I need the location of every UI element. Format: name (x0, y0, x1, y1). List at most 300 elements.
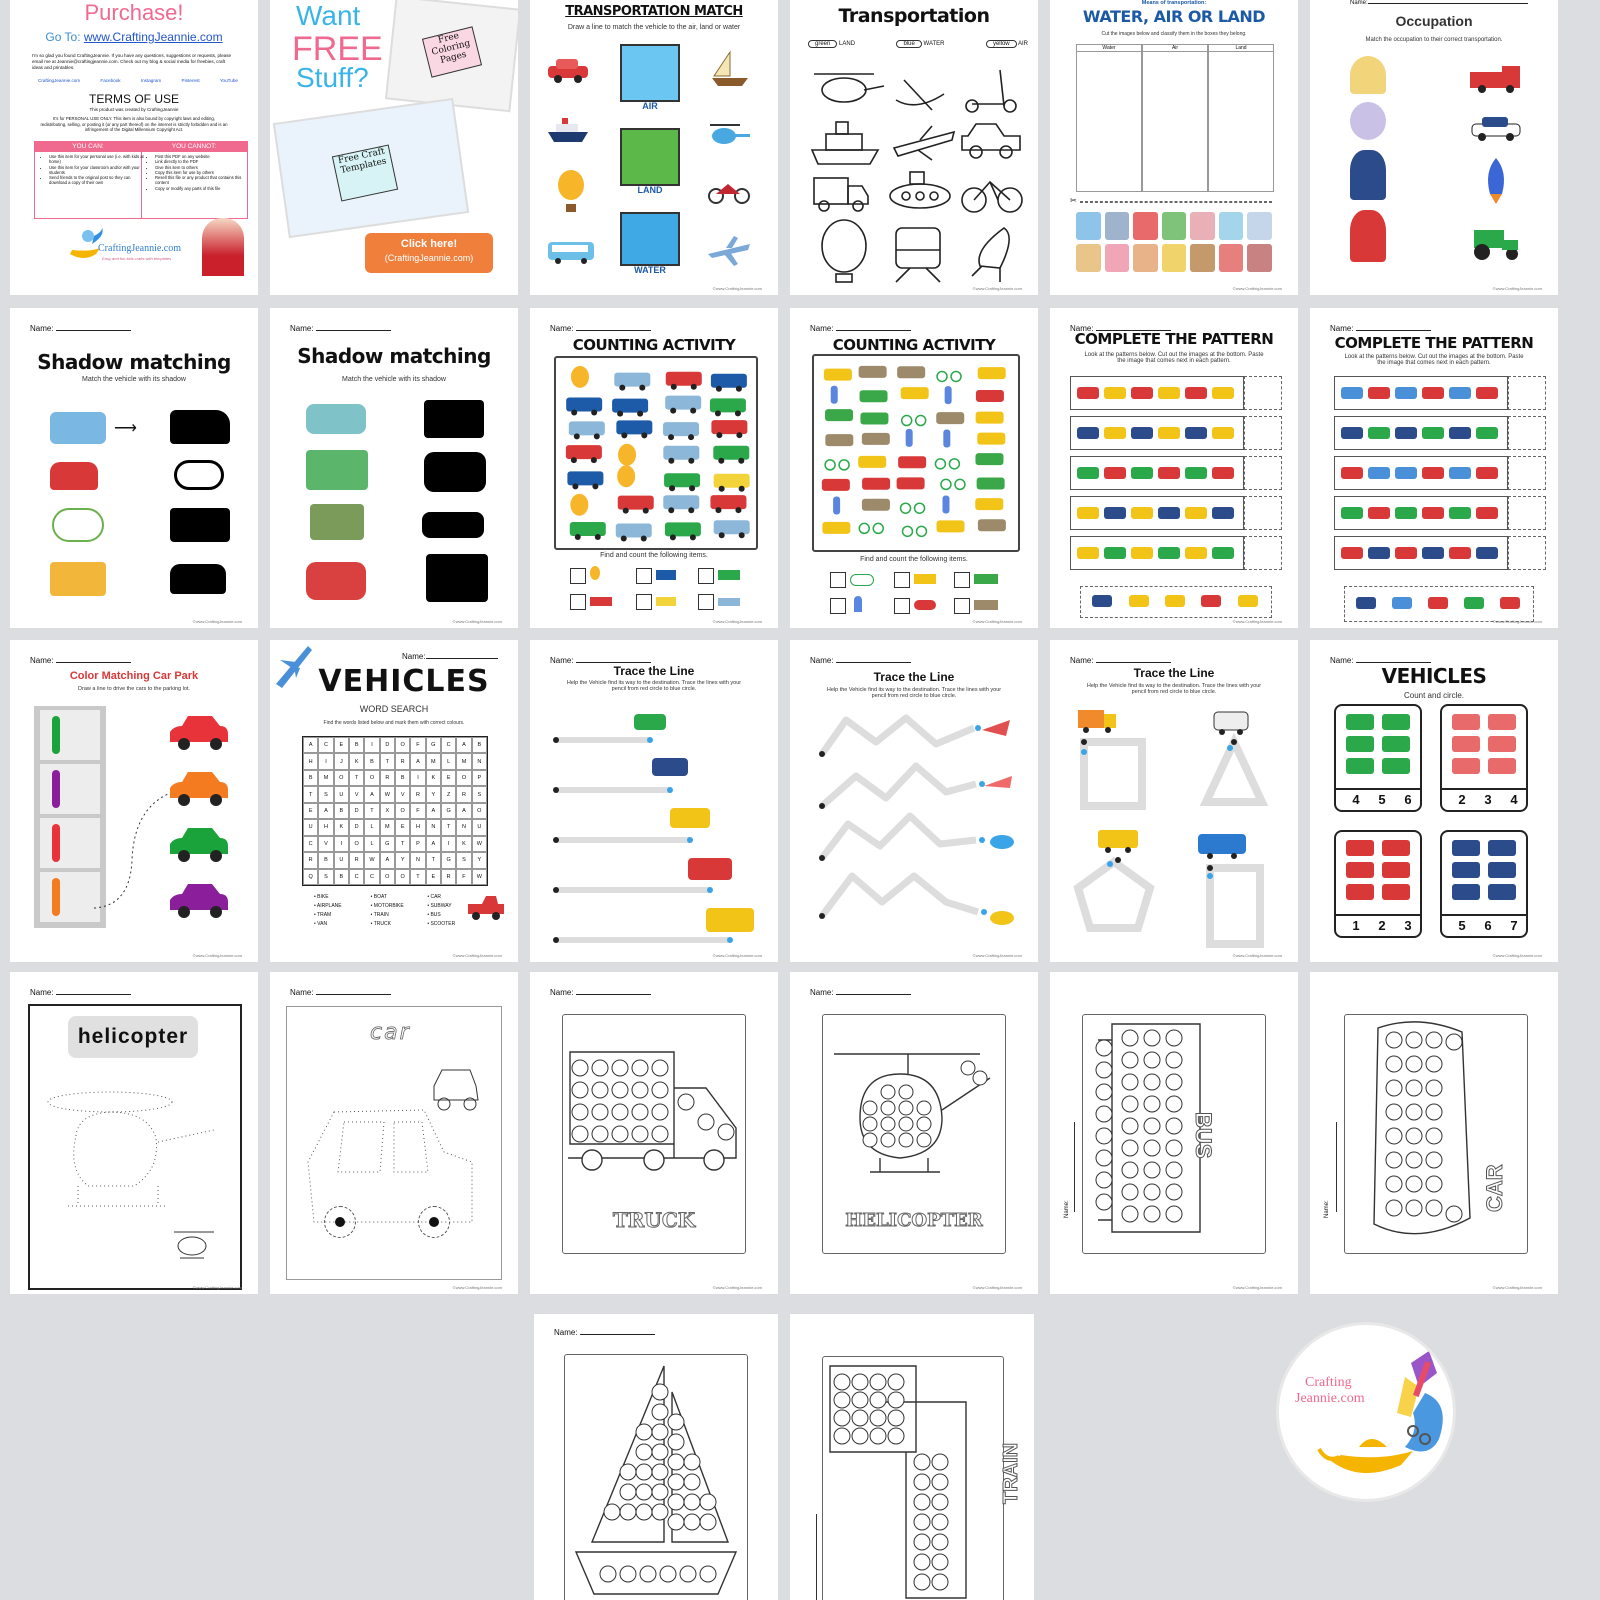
dot-marker-circle[interactable] (652, 1504, 668, 1520)
dot-marker-circle[interactable] (914, 1554, 930, 1570)
dot-marker-circle[interactable] (612, 1104, 628, 1120)
count-box[interactable] (954, 572, 970, 588)
cutout-item[interactable] (1464, 597, 1484, 609)
dot-marker-circle[interactable] (652, 1060, 668, 1076)
letter-cell[interactable]: T (441, 819, 456, 835)
letter-cell[interactable]: N (456, 819, 471, 835)
answer-box[interactable] (1508, 376, 1546, 410)
dot-marker-circle[interactable] (888, 1392, 904, 1408)
dot-marker-circle[interactable] (1386, 1152, 1402, 1168)
dot-marker-circle[interactable] (852, 1392, 868, 1408)
letter-cell[interactable]: L (364, 819, 379, 835)
answer-box[interactable] (1244, 536, 1282, 570)
dot-marker-circle[interactable] (1406, 1152, 1422, 1168)
dot-marker-circle[interactable] (932, 1454, 948, 1470)
count-option[interactable]: 4 (1510, 792, 1518, 807)
dot-marker-circle[interactable] (1144, 1118, 1160, 1134)
dot-marker-circle[interactable] (632, 1104, 648, 1120)
letter-cell[interactable]: A (426, 803, 441, 819)
letter-cell[interactable]: C (303, 836, 318, 852)
letter-cell[interactable]: G (441, 803, 456, 819)
dot-marker-circle[interactable] (863, 1117, 877, 1131)
count-box[interactable] (698, 594, 714, 610)
letter-cell[interactable]: B (472, 737, 487, 753)
dot-marker-circle[interactable] (1096, 1106, 1112, 1122)
count-option[interactable]: 5 (1378, 792, 1386, 807)
dot-marker-circle[interactable] (612, 1060, 628, 1076)
dot-marker-circle[interactable] (888, 1428, 904, 1444)
count-option[interactable]: 3 (1404, 918, 1412, 933)
letter-cell[interactable]: T (364, 803, 379, 819)
letter-cell[interactable]: O (349, 836, 364, 852)
dot-marker-circle[interactable] (881, 1085, 895, 1099)
dot-marker-circle[interactable] (1096, 1128, 1112, 1144)
dot-marker-circle[interactable] (652, 1484, 668, 1500)
dot-marker-circle[interactable] (604, 1504, 620, 1520)
dot-marker-circle[interactable] (870, 1410, 886, 1426)
dot-marker-circle[interactable] (1144, 1140, 1160, 1156)
dot-marker-circle[interactable] (572, 1104, 588, 1120)
answer-box[interactable] (1244, 496, 1282, 530)
letter-cell[interactable]: T (380, 753, 395, 769)
dot-marker-circle[interactable] (1386, 1080, 1402, 1096)
count-option[interactable]: 5 (1458, 918, 1466, 933)
letter-cell[interactable]: C (441, 737, 456, 753)
dot-marker-circle[interactable] (932, 1494, 948, 1510)
dot-marker-circle[interactable] (1406, 1176, 1422, 1192)
dot-marker-circle[interactable] (620, 1464, 636, 1480)
dot-marker-circle[interactable] (1406, 1200, 1422, 1216)
count-option[interactable]: 2 (1378, 918, 1386, 933)
dot-marker-circle[interactable] (1096, 1084, 1112, 1100)
letter-cell[interactable]: S (318, 786, 333, 802)
dot-marker-circle[interactable] (863, 1101, 877, 1115)
dot-marker-circle[interactable] (1386, 1056, 1402, 1072)
dot-marker-circle[interactable] (636, 1424, 652, 1440)
letter-cell[interactable]: B (364, 753, 379, 769)
dot-marker-circle[interactable] (620, 1566, 636, 1582)
cutout-item[interactable] (1356, 597, 1376, 609)
letter-cell[interactable]: V (349, 786, 364, 802)
letter-cell[interactable]: T (410, 869, 425, 885)
dot-marker-circle[interactable] (1426, 1080, 1442, 1096)
dot-marker-circle[interactable] (881, 1101, 895, 1115)
dot-marker-circle[interactable] (917, 1133, 931, 1147)
social-youtube[interactable]: YouTube (219, 78, 238, 83)
letter-cell[interactable]: K (426, 770, 441, 786)
count-box[interactable] (830, 572, 846, 588)
letter-cell[interactable]: A (456, 737, 471, 753)
letter-cell[interactable]: K (349, 753, 364, 769)
dot-marker-circle[interactable] (1096, 1040, 1112, 1056)
dot-marker-circle[interactable] (917, 1101, 931, 1115)
dot-marker-circle[interactable] (1406, 1032, 1422, 1048)
dot-marker-circle[interactable] (636, 1484, 652, 1500)
letter-cell[interactable]: B (318, 852, 333, 868)
dot-marker-circle[interactable] (600, 1566, 616, 1582)
dot-marker-circle[interactable] (1144, 1030, 1160, 1046)
dot-marker-circle[interactable] (1426, 1056, 1442, 1072)
dot-marker-circle[interactable] (1122, 1030, 1138, 1046)
social-facebook[interactable]: Facebook (100, 78, 121, 83)
count-box[interactable] (570, 568, 586, 584)
count-box[interactable] (954, 598, 970, 614)
social-instagram[interactable]: Instagram (140, 78, 162, 83)
answer-box[interactable] (1508, 416, 1546, 450)
dot-marker-circle[interactable] (834, 1374, 850, 1390)
dot-marker-circle[interactable] (881, 1133, 895, 1147)
dot-marker-circle[interactable] (668, 1494, 684, 1510)
dot-marker-circle[interactable] (1386, 1200, 1402, 1216)
dot-marker-circle[interactable] (1122, 1096, 1138, 1112)
answer-box[interactable] (1244, 376, 1282, 410)
dot-marker-circle[interactable] (1144, 1184, 1160, 1200)
dot-marker-circle[interactable] (899, 1085, 913, 1099)
dot-marker-circle[interactable] (932, 1514, 948, 1530)
dot-marker-circle[interactable] (678, 1094, 694, 1110)
dot-marker-circle[interactable] (652, 1126, 668, 1142)
letter-cell[interactable]: T (426, 852, 441, 868)
letter-cell[interactable]: P (410, 836, 425, 852)
letter-cell[interactable]: C (318, 737, 333, 753)
letter-cell[interactable]: O (364, 770, 379, 786)
letter-cell[interactable]: H (410, 819, 425, 835)
dot-marker-circle[interactable] (914, 1474, 930, 1490)
count-option[interactable]: 1 (1352, 918, 1360, 933)
dot-marker-circle[interactable] (1406, 1080, 1422, 1096)
dot-marker-circle[interactable] (1446, 1206, 1462, 1222)
letter-cell[interactable]: A (456, 803, 471, 819)
dot-marker-circle[interactable] (652, 1444, 668, 1460)
letter-cell[interactable]: O (395, 869, 410, 885)
dot-marker-circle[interactable] (1166, 1140, 1182, 1156)
count-option[interactable]: 3 (1484, 792, 1492, 807)
dot-marker-circle[interactable] (1096, 1062, 1112, 1078)
letter-cell[interactable]: A (318, 803, 333, 819)
dot-marker-circle[interactable] (636, 1464, 652, 1480)
dot-marker-circle[interactable] (700, 1566, 716, 1582)
letter-cell[interactable]: S (472, 786, 487, 802)
dot-marker-circle[interactable] (636, 1444, 652, 1460)
letter-cell[interactable]: K (334, 819, 349, 835)
dot-marker-circle[interactable] (652, 1104, 668, 1120)
dot-marker-circle[interactable] (640, 1566, 656, 1582)
letter-cell[interactable]: H (318, 819, 333, 835)
dot-marker-circle[interactable] (1386, 1032, 1402, 1048)
social-pinterest[interactable]: Pinterest (181, 78, 200, 83)
cutout-item[interactable] (1201, 595, 1221, 607)
dot-marker-circle[interactable] (1166, 1206, 1182, 1222)
dot-marker-circle[interactable] (1426, 1104, 1442, 1120)
dot-marker-circle[interactable] (1144, 1162, 1160, 1178)
letter-cell[interactable]: D (349, 819, 364, 835)
letter-cell[interactable]: M (456, 753, 471, 769)
cutout-item[interactable] (1428, 597, 1448, 609)
letter-cell[interactable]: R (395, 753, 410, 769)
dot-marker-circle[interactable] (1426, 1176, 1442, 1192)
dot-marker-circle[interactable] (1096, 1194, 1112, 1210)
letter-cell[interactable]: U (303, 819, 318, 835)
dot-marker-circle[interactable] (572, 1060, 588, 1076)
dot-marker-circle[interactable] (632, 1060, 648, 1076)
letter-cell[interactable]: C (349, 869, 364, 885)
answer-box[interactable] (1508, 536, 1546, 570)
dot-marker-circle[interactable] (684, 1514, 700, 1530)
dot-marker-circle[interactable] (1166, 1052, 1182, 1068)
dot-marker-circle[interactable] (1166, 1162, 1182, 1178)
dot-marker-circle[interactable] (620, 1504, 636, 1520)
cutout-item[interactable] (1500, 597, 1520, 609)
dot-marker-circle[interactable] (684, 1494, 700, 1510)
dot-marker-circle[interactable] (1446, 1034, 1462, 1050)
letter-cell[interactable]: P (472, 770, 487, 786)
letter-cell[interactable]: E (395, 819, 410, 835)
dot-marker-circle[interactable] (1122, 1206, 1138, 1222)
letter-cell[interactable]: F (456, 869, 471, 885)
click-here-button[interactable] (365, 233, 493, 273)
dot-marker-circle[interactable] (1122, 1052, 1138, 1068)
dot-marker-circle[interactable] (852, 1428, 868, 1444)
letter-cell[interactable]: N (410, 852, 425, 868)
dot-marker-circle[interactable] (852, 1374, 868, 1390)
letter-cell[interactable]: B (334, 803, 349, 819)
dot-marker-circle[interactable] (899, 1133, 913, 1147)
letter-cell[interactable]: Y (472, 852, 487, 868)
letter-cell[interactable]: N (472, 753, 487, 769)
dot-marker-circle[interactable] (1426, 1200, 1442, 1216)
dot-marker-circle[interactable] (668, 1454, 684, 1470)
letter-cell[interactable]: I (334, 836, 349, 852)
dot-marker-circle[interactable] (612, 1082, 628, 1098)
letter-cell[interactable]: E (334, 737, 349, 753)
dot-marker-circle[interactable] (914, 1534, 930, 1550)
dot-marker-circle[interactable] (572, 1082, 588, 1098)
letter-cell[interactable]: G (441, 852, 456, 868)
cutout-item[interactable] (1092, 595, 1112, 607)
letter-cell[interactable]: N (426, 819, 441, 835)
dot-marker-circle[interactable] (961, 1061, 975, 1075)
count-option[interactable]: 6 (1404, 792, 1412, 807)
dot-marker-circle[interactable] (700, 1514, 716, 1530)
letter-cell[interactable]: T (395, 836, 410, 852)
dot-marker-circle[interactable] (973, 1071, 987, 1085)
cutout-item[interactable] (1392, 597, 1412, 609)
count-option[interactable]: 6 (1484, 918, 1492, 933)
dot-marker-circle[interactable] (620, 1484, 636, 1500)
letter-cell[interactable]: R (303, 852, 318, 868)
letter-cell[interactable]: Y (426, 786, 441, 802)
dot-marker-circle[interactable] (632, 1082, 648, 1098)
dot-marker-circle[interactable] (1166, 1074, 1182, 1090)
dot-marker-circle[interactable] (881, 1117, 895, 1131)
dot-marker-circle[interactable] (1426, 1128, 1442, 1144)
dot-marker-circle[interactable] (1122, 1074, 1138, 1090)
letter-cell[interactable]: W (364, 852, 379, 868)
letter-cell[interactable]: W (380, 786, 395, 802)
dot-marker-circle[interactable] (917, 1117, 931, 1131)
letter-cell[interactable]: V (318, 836, 333, 852)
letter-cell[interactable]: M (318, 770, 333, 786)
letter-cell[interactable]: O (395, 803, 410, 819)
dot-marker-circle[interactable] (1166, 1184, 1182, 1200)
count-box[interactable] (830, 598, 846, 614)
dot-marker-circle[interactable] (899, 1117, 913, 1131)
dot-marker-circle[interactable] (1096, 1150, 1112, 1166)
answer-box[interactable] (1244, 456, 1282, 490)
letter-cell[interactable]: T (349, 770, 364, 786)
count-option[interactable]: 4 (1352, 792, 1360, 807)
letter-cell[interactable]: M (426, 753, 441, 769)
letter-cell[interactable]: D (380, 737, 395, 753)
dot-marker-circle[interactable] (1122, 1162, 1138, 1178)
letter-cell[interactable]: O (380, 869, 395, 885)
dot-marker-circle[interactable] (834, 1428, 850, 1444)
letter-cell[interactable]: R (380, 770, 395, 786)
letter-cell[interactable]: F (410, 737, 425, 753)
count-box[interactable] (894, 572, 910, 588)
letter-cell[interactable]: A (410, 753, 425, 769)
letter-cell[interactable]: U (334, 786, 349, 802)
dot-marker-circle[interactable] (899, 1101, 913, 1115)
dot-marker-circle[interactable] (652, 1404, 668, 1420)
letter-cell[interactable]: A (426, 836, 441, 852)
dot-marker-circle[interactable] (652, 1464, 668, 1480)
letter-cell[interactable]: O (472, 803, 487, 819)
letter-cell[interactable]: O (456, 770, 471, 786)
dot-marker-circle[interactable] (914, 1574, 930, 1590)
letter-cell[interactable]: F (410, 803, 425, 819)
letter-cell[interactable]: Z (441, 786, 456, 802)
count-box[interactable] (636, 594, 652, 610)
answer-box[interactable] (1508, 496, 1546, 530)
count-box[interactable] (636, 568, 652, 584)
letter-cell[interactable]: W (472, 869, 487, 885)
dot-marker-circle[interactable] (852, 1410, 868, 1426)
letter-cell[interactable]: O (334, 770, 349, 786)
letter-cell[interactable]: O (395, 737, 410, 753)
letter-cell[interactable]: I (318, 753, 333, 769)
letter-cell[interactable]: U (334, 852, 349, 868)
dot-marker-circle[interactable] (914, 1514, 930, 1530)
letter-cell[interactable]: H (303, 753, 318, 769)
dot-marker-circle[interactable] (870, 1392, 886, 1408)
dot-marker-circle[interactable] (914, 1454, 930, 1470)
dot-marker-circle[interactable] (1406, 1128, 1422, 1144)
letter-cell[interactable]: A (364, 786, 379, 802)
dot-marker-circle[interactable] (684, 1454, 700, 1470)
dot-marker-circle[interactable] (834, 1392, 850, 1408)
dot-marker-circle[interactable] (700, 1494, 716, 1510)
dot-marker-circle[interactable] (668, 1434, 684, 1450)
letter-cell[interactable]: B (349, 737, 364, 753)
dot-marker-circle[interactable] (932, 1574, 948, 1590)
letter-cell[interactable]: I (441, 836, 456, 852)
dot-marker-circle[interactable] (1096, 1172, 1112, 1188)
cutout-item[interactable] (1238, 595, 1258, 607)
dot-marker-circle[interactable] (834, 1410, 850, 1426)
letter-cell[interactable]: W (472, 836, 487, 852)
letter-cell[interactable]: D (349, 803, 364, 819)
dot-marker-circle[interactable] (660, 1566, 676, 1582)
letter-cell[interactable]: L (441, 753, 456, 769)
dot-marker-circle[interactable] (932, 1554, 948, 1570)
dot-marker-circle[interactable] (888, 1410, 904, 1426)
dot-marker-circle[interactable] (680, 1566, 696, 1582)
dot-marker-circle[interactable] (1166, 1096, 1182, 1112)
dot-marker-circle[interactable] (914, 1494, 930, 1510)
letter-cell[interactable]: Y (395, 852, 410, 868)
dot-marker-circle[interactable] (1122, 1118, 1138, 1134)
letter-cell[interactable]: S (318, 869, 333, 885)
letter-cell[interactable]: E (441, 770, 456, 786)
dot-marker-circle[interactable] (1122, 1140, 1138, 1156)
dot-marker-circle[interactable] (1144, 1052, 1160, 1068)
letter-cell[interactable]: A (303, 737, 318, 753)
dot-marker-circle[interactable] (592, 1060, 608, 1076)
dot-marker-circle[interactable] (592, 1104, 608, 1120)
letter-cell[interactable]: R (349, 852, 364, 868)
dot-marker-circle[interactable] (863, 1133, 877, 1147)
letter-cell[interactable]: V (395, 786, 410, 802)
dot-marker-circle[interactable] (1166, 1118, 1182, 1134)
dot-marker-circle[interactable] (1166, 1030, 1182, 1046)
answer-box[interactable] (1508, 456, 1546, 490)
dot-marker-circle[interactable] (888, 1374, 904, 1390)
letter-cell[interactable]: J (334, 753, 349, 769)
count-option[interactable]: 2 (1458, 792, 1466, 807)
dot-marker-circle[interactable] (932, 1534, 948, 1550)
letter-cell[interactable]: B (303, 770, 318, 786)
dot-marker-circle[interactable] (1406, 1104, 1422, 1120)
letter-cell[interactable]: X (380, 803, 395, 819)
count-option[interactable]: 7 (1510, 918, 1518, 933)
social-site[interactable]: CraftingJeannie.com (38, 78, 81, 83)
dot-marker-circle[interactable] (668, 1514, 684, 1530)
count-box[interactable] (894, 598, 910, 614)
dot-marker-circle[interactable] (1144, 1074, 1160, 1090)
dot-marker-circle[interactable] (1144, 1206, 1160, 1222)
letter-cell[interactable]: I (364, 737, 379, 753)
dot-marker-circle[interactable] (632, 1126, 648, 1142)
dot-marker-circle[interactable] (636, 1504, 652, 1520)
letter-cell[interactable]: S (456, 852, 471, 868)
letter-cell[interactable]: E (303, 803, 318, 819)
dot-marker-circle[interactable] (668, 1414, 684, 1430)
dot-marker-circle[interactable] (612, 1126, 628, 1142)
dot-marker-circle[interactable] (932, 1474, 948, 1490)
dot-marker-circle[interactable] (698, 1114, 714, 1130)
dot-marker-circle[interactable] (1406, 1056, 1422, 1072)
letter-cell[interactable]: C (364, 869, 379, 885)
dot-marker-circle[interactable] (718, 1124, 734, 1140)
dot-marker-circle[interactable] (1144, 1096, 1160, 1112)
letter-cell[interactable]: B (395, 770, 410, 786)
letter-cell[interactable]: R (456, 786, 471, 802)
letter-cell[interactable]: R (410, 786, 425, 802)
letter-cell[interactable]: L (364, 836, 379, 852)
letter-cell[interactable]: U (472, 819, 487, 835)
dot-marker-circle[interactable] (1122, 1184, 1138, 1200)
letter-cell[interactable]: B (334, 869, 349, 885)
letter-cell[interactable]: K (456, 836, 471, 852)
dot-marker-circle[interactable] (1386, 1104, 1402, 1120)
letter-cell[interactable]: G (426, 737, 441, 753)
count-box[interactable] (698, 568, 714, 584)
letter-cell[interactable]: I (410, 770, 425, 786)
dot-marker-circle[interactable] (572, 1126, 588, 1142)
dot-marker-circle[interactable] (592, 1082, 608, 1098)
dot-marker-circle[interactable] (652, 1384, 668, 1400)
